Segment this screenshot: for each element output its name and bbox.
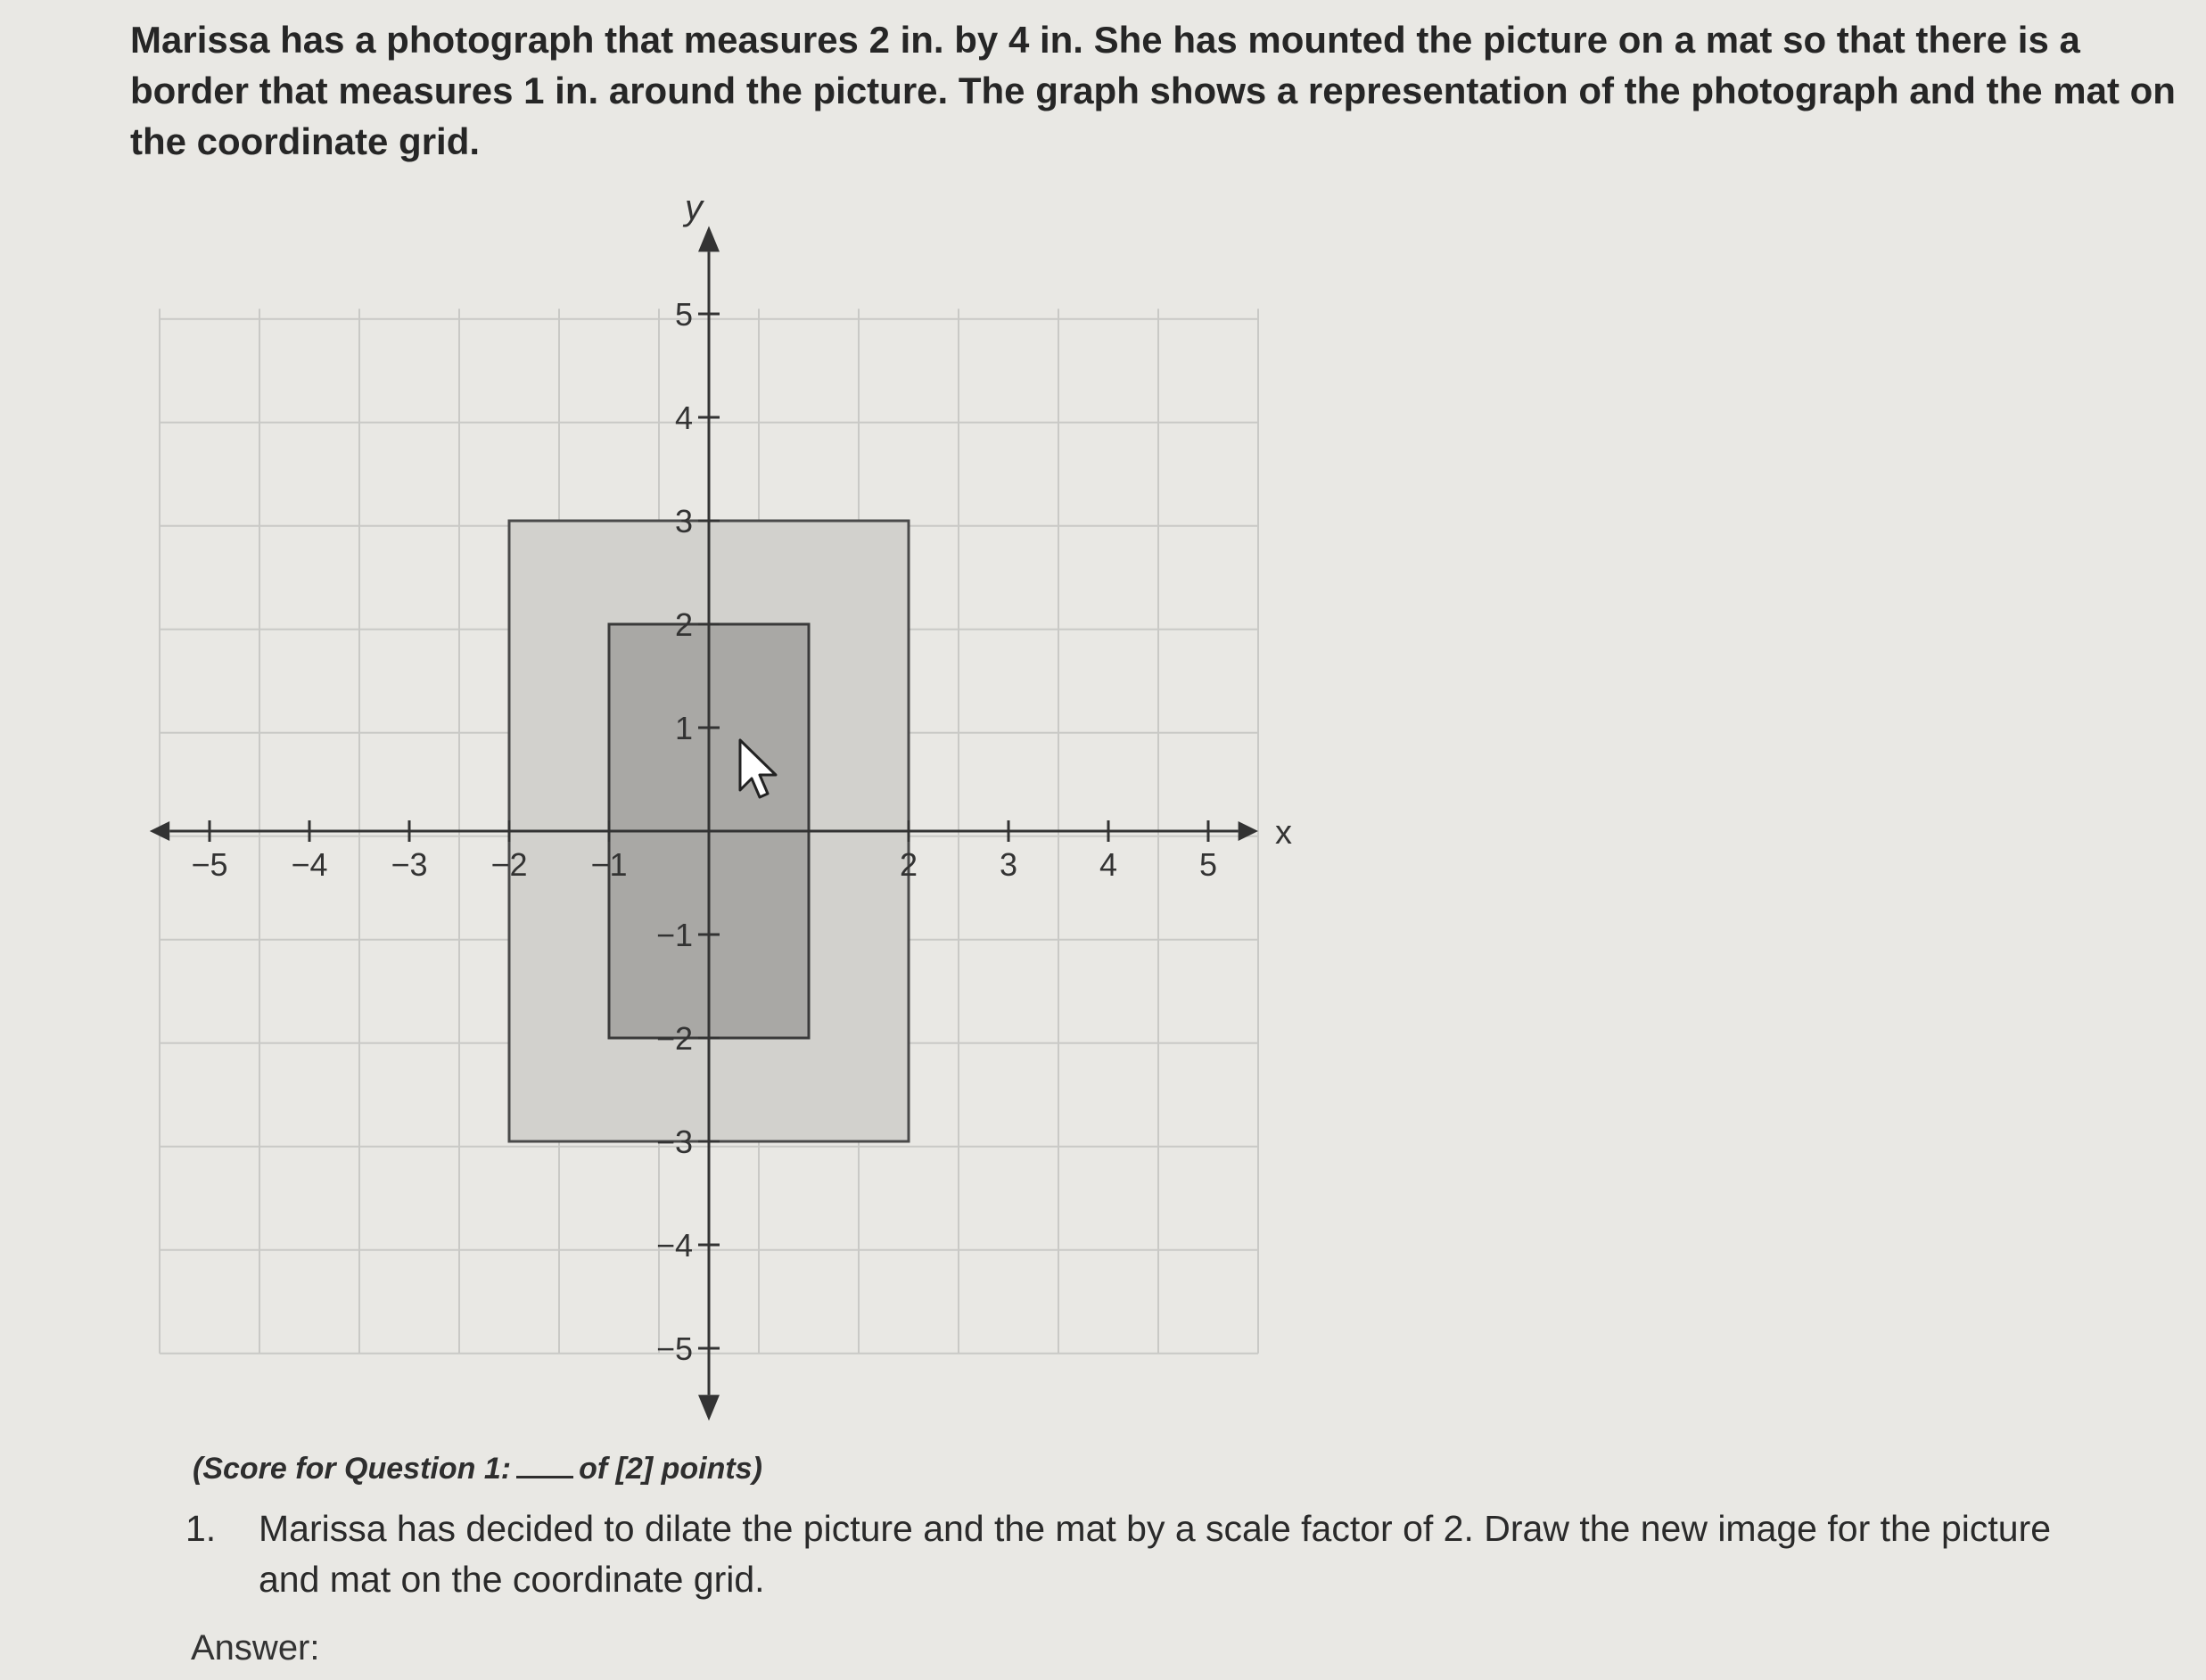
score-line <box>193 1452 762 1486</box>
y-axis-arrow-down <box>698 1395 720 1421</box>
problem-intro: Marissa has a photograph that measures 2 in. by 4 in. She has mounted the picture on a mat so that there is a border that measures 1 in. around the picture. The graph shows a representation of the photograph and the mat on the coordinate grid. <box>130 19 2176 162</box>
y-tick-label: −2 <box>655 1020 693 1057</box>
y-tick-label: −4 <box>655 1227 693 1264</box>
x-tick-label: −3 <box>391 846 428 883</box>
question-number: 1. <box>185 1508 217 1549</box>
x-tick-label: −2 <box>490 846 528 883</box>
score-suffix: of [2] points) <box>579 1452 762 1486</box>
x-tick-label: 2 <box>899 846 918 883</box>
y-axis-label: y <box>685 188 703 227</box>
x-tick-label: 3 <box>999 846 1018 883</box>
x-tick-label: −1 <box>590 846 628 883</box>
answer-label: Answer: <box>191 1628 320 1668</box>
y-tick-label: 4 <box>674 399 693 436</box>
x-axis-label: x <box>1275 814 1292 852</box>
score-prefix: (Score for Question 1: <box>193 1452 512 1486</box>
x-tick-label: −5 <box>191 846 228 883</box>
x-tick-label: 5 <box>1198 846 1218 883</box>
y-tick-label: 3 <box>674 503 693 539</box>
x-tick-label: −4 <box>291 846 328 883</box>
question-text: Marissa has decided to dilate the picture and the mat by a scale factor of 2. Draw the new image for the picture and mat on the coordinate grid. <box>259 1508 2052 1600</box>
x-tick-label: 4 <box>1099 846 1118 883</box>
y-tick-label: 5 <box>674 296 693 333</box>
x-axis-arrow-right <box>1239 821 1258 841</box>
y-tick-label: 1 <box>674 710 693 746</box>
y-tick-label: −5 <box>655 1330 693 1367</box>
y-tick-label: −3 <box>655 1124 693 1160</box>
y-tick-label: 2 <box>674 606 693 643</box>
y-axis-arrow-up <box>698 226 720 251</box>
y-tick-label: −1 <box>655 917 693 953</box>
score-blank <box>516 1453 573 1478</box>
